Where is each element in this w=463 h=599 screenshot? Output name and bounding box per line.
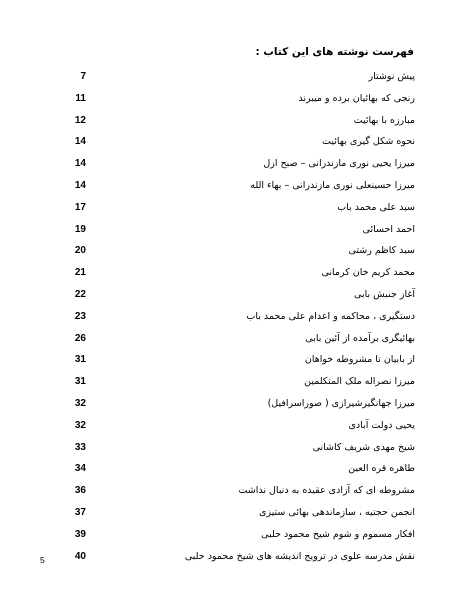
toc-entry — [56, 157, 415, 179]
toc-entry-page-number: 37 — [74, 506, 86, 518]
toc-entry-title: مبارزه با بهائیت — [353, 114, 415, 126]
toc-entry — [56, 375, 415, 397]
toc-entry-page-number: 14 — [74, 158, 86, 170]
table-of-contents — [56, 70, 415, 571]
toc-entry — [56, 70, 415, 92]
toc-entry-title: سید علی محمد باب — [337, 201, 415, 213]
toc-entry-page-number: 31 — [74, 376, 86, 388]
toc-entry — [56, 223, 415, 245]
toc-entry — [56, 441, 415, 463]
toc-entry — [56, 135, 415, 157]
toc-entry-page-number: 20 — [74, 245, 86, 257]
toc-entry-title: دستگیری ، محاکمه و اعدام علی محمد باب — [246, 310, 415, 322]
toc-entry — [56, 114, 415, 136]
toc-entry — [56, 310, 415, 332]
toc-entry — [56, 179, 415, 201]
toc-entry-page-number: 7 — [80, 71, 86, 82]
toc-entry-page-number: 32 — [74, 419, 86, 431]
toc-entry — [56, 550, 415, 572]
toc-entry-title: مشروطه ای که آزادی عقیده به دنبال نداشت — [238, 485, 415, 497]
toc-entry-page-number: 11 — [75, 92, 86, 104]
toc-entry-page-number: 40 — [74, 550, 86, 562]
toc-entry-page-number: 21 — [74, 267, 86, 279]
toc-entry-title: میرزا جهانگیرشیرازی ( صوراسرافیل) — [267, 397, 415, 409]
toc-entry-page-number: 19 — [74, 223, 86, 235]
toc-entry-title: آغاز جنبش بابی — [354, 288, 415, 300]
toc-entry-title: احمد احسائی — [362, 223, 415, 235]
toc-entry-page-number: 32 — [74, 397, 86, 409]
toc-entry-title: طاهره قره العین — [348, 463, 415, 475]
toc-entry-title: انجمن حجتیه ، سازماندهی بهائی ستیزی — [259, 506, 415, 518]
toc-entry-title: از بابیان تا مشروطه خواهان — [304, 354, 415, 366]
toc-entry — [56, 419, 415, 441]
toc-entry-title: میرزا یحیی نوری مازندرانی – صبح ازل — [263, 158, 415, 170]
toc-entry-title: پیش نوشتار — [368, 71, 415, 82]
toc-entry-title: میرزا حسینعلی نوری مازندرانی – بهاء الله — [250, 179, 415, 191]
toc-entry-title: محمد کریم خان کرمانی — [321, 267, 415, 279]
toc-entry — [56, 288, 415, 310]
toc-entry — [56, 332, 415, 354]
toc-entry-title: میرزا نصراله ملک المتکلمین — [304, 376, 415, 388]
toc-entry-page-number: 12 — [74, 114, 86, 126]
toc-entry — [56, 201, 415, 223]
toc-entry — [56, 266, 415, 288]
toc-entry — [56, 92, 415, 114]
toc-entry-title: سید کاظم رشتی — [348, 245, 415, 257]
toc-entry-page-number: 33 — [74, 441, 86, 453]
toc-entry — [56, 353, 415, 375]
toc-entry — [56, 244, 415, 266]
toc-entry-page-number: 22 — [74, 288, 86, 300]
toc-entry-page-number: 39 — [74, 528, 86, 540]
toc-entry — [56, 397, 415, 419]
page-number: 5 — [40, 555, 45, 565]
toc-entry-title: نقش مدرسه علوی در ترویج اندیشه های شیخ محمود حلبی — [184, 550, 415, 562]
toc-entry-page-number: 14 — [74, 136, 86, 148]
toc-entry-page-number: 31 — [74, 354, 86, 366]
toc-entry-title: رنجی که بهائیان برده و میبرند — [298, 92, 415, 104]
toc-entry-title: شیخ مهدی شریف کاشانی — [312, 441, 415, 453]
toc-entry-page-number: 23 — [74, 310, 86, 322]
toc-entry-page-number: 26 — [74, 332, 86, 344]
toc-entry — [56, 484, 415, 506]
toc-entry — [56, 528, 415, 550]
toc-entry — [56, 506, 415, 528]
toc-entry-title: افکار مسموم و شوم شیخ محمود حلبی — [261, 528, 415, 540]
toc-heading: فهرست نوشته های این کتاب : — [255, 46, 414, 58]
toc-entry-page-number: 17 — [74, 201, 86, 213]
toc-entry-page-number: 36 — [74, 485, 86, 497]
toc-entry — [56, 462, 415, 484]
toc-entry-page-number: 34 — [74, 463, 86, 475]
toc-entry-title: نحوه شکل گیری بهائیت — [322, 136, 415, 148]
toc-entry-page-number: 14 — [74, 179, 86, 191]
toc-entry-title: بهائیگری برآمده از آئین بابی — [305, 332, 415, 344]
toc-entry-title: یحیی دولت آبادی — [348, 419, 415, 431]
